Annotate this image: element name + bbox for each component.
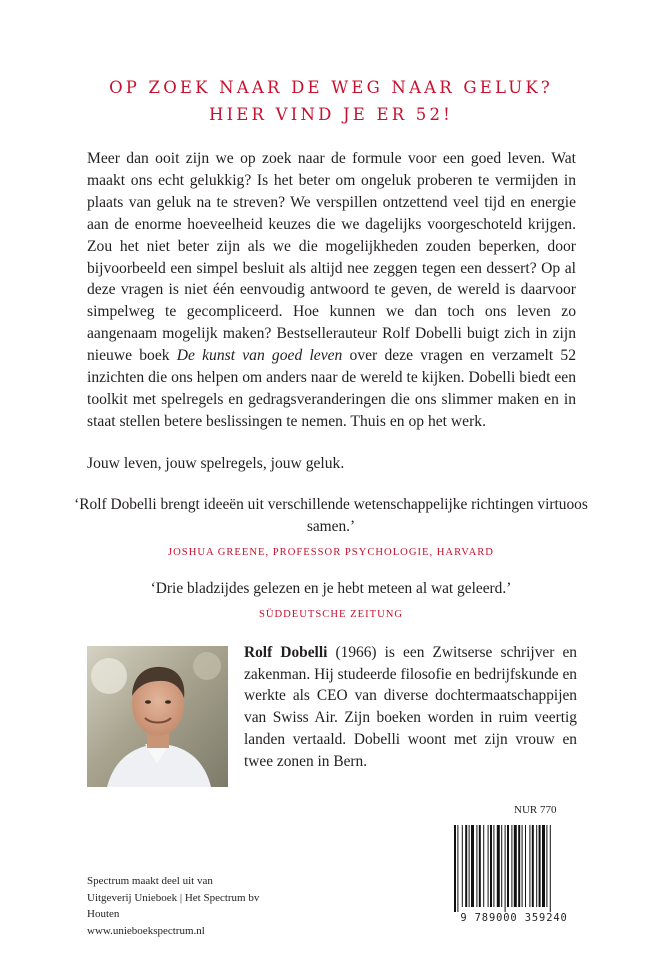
publisher-info (87, 873, 259, 939)
barcode-bar (532, 825, 534, 907)
barcode-bar (469, 825, 470, 907)
author-bio (244, 642, 577, 772)
barcode-bar (550, 825, 551, 913)
barcode-bar (522, 825, 523, 907)
quote-text: ‘Rolf Dobelli brengt ideeën uit verschillende wetenschappelijke richtingen virtuoos samen.’ (74, 496, 588, 535)
barcode-bar (454, 825, 456, 913)
barcode-bar (462, 825, 463, 907)
headline-line-1: OP ZOEK NAAR DE WEG NAAR GELUK? (109, 78, 553, 97)
author-portrait-image (87, 646, 228, 787)
barcode-bar (479, 825, 481, 907)
book-title: De kunst van goed leven (176, 347, 343, 365)
barcode-bar (457, 825, 458, 913)
tagline: Jouw leven, jouw spelregels, jouw geluk. (87, 455, 345, 472)
barcode-bar (488, 825, 489, 907)
barcode-bar (505, 825, 506, 913)
blurb-text-part-1: Meer dan ooit zijn we op zoek naar de formule voor een goed leven. Wat maakt ons echt gelukkig? Is het beter om ongeluk proberen te vermijden in plaats van geluk na te streven? We verspillen ontzettend veel tijd en energie aan de enorme hoeveelheid keuzes die we dagelijks voorgeschoteld krijgen. Zou het niet beter zijn als we die mogelijkheden zouden beperken, door bijvoorbeeld een simpel besluit als altijd nee zeggen tegen een dessert? Op al deze vragen is niet één eenvoudig antwoord te geven, de wereld is daarvoor simpelweg te gecompliceerd. Hoe kunnen we dan toch ons leven zo aangenaam mogelijk maken? Bestsellerauteur Rolf Dobelli buigt zich in zijn nieuwe boek (87, 150, 576, 365)
barcode-bar (542, 825, 545, 907)
blurb-text-part-2: over deze vragen en verzamelt 52 inzichten die ons helpen om anders naar de wereld te kijken. Dobelli biedt een toolkit met spelregels en gedragsveranderingen die ons slimmer maken en in staat stellen betere beslissingen te nemen. Thuis en op het werk. (87, 347, 576, 430)
headline-line-2: HIER VIND JE ER 52! (208, 105, 453, 124)
barcode-bar (471, 825, 474, 907)
quote-text: ‘Drie bladzijdes gelezen en je hebt meteen al wat geleerd.’ (150, 580, 512, 597)
barcode-bar (507, 825, 509, 907)
publisher-url: www.unieboekspectrum.nl (87, 924, 205, 937)
headline (0, 74, 662, 128)
author-name: Rolf Dobelli (244, 644, 328, 661)
barcode-bar (511, 825, 512, 907)
review-quote (60, 578, 602, 626)
barcode-bar (536, 825, 537, 907)
isbn-number: 9 789000 359240 (452, 912, 576, 924)
quote-source: SÜDDEUTSCHE ZEITUNG (258, 609, 404, 620)
barcode-bar (476, 825, 477, 907)
quote-source: JOSHUA GREENE, PROFESSOR PSYCHOLOGIE, HARVARD (168, 547, 494, 558)
barcode-bar (525, 825, 526, 907)
barcode-bar (483, 825, 484, 907)
barcode-bar (501, 825, 502, 907)
author-photo (87, 646, 228, 787)
barcode-bar (529, 825, 530, 907)
barcode-bar (546, 825, 547, 907)
publisher-line: Houten (87, 908, 120, 920)
blurb-paragraph (87, 148, 576, 433)
barcode-bar (514, 825, 517, 907)
barcode-bar (465, 825, 467, 907)
author-bio-text: (1966) is een Zwitserse schrijver en zakenman. Hij studeerde filosofie en bedrijfskunde en werkte als CEO van diverse dochtermaatschappijen van Swiss Air. Zijn boeken worden in ruim veertig landen vertaald. Dobelli woont met zijn vrouw en twee zonen in Bern. (244, 644, 577, 770)
barcode-bar (497, 825, 500, 907)
barcode-bars (452, 825, 576, 913)
barcode-bar (518, 825, 520, 907)
review-quote (60, 494, 602, 564)
publisher-line: Uitgeverij Unieboek | Het Spectrum bv (87, 891, 260, 904)
barcode-bar (490, 825, 492, 907)
barcode-bar (493, 825, 494, 907)
publisher-line: Spectrum maakt deel uit van (87, 875, 213, 887)
nur-code: NUR 770 (514, 804, 557, 816)
barcode-bar (539, 825, 541, 907)
